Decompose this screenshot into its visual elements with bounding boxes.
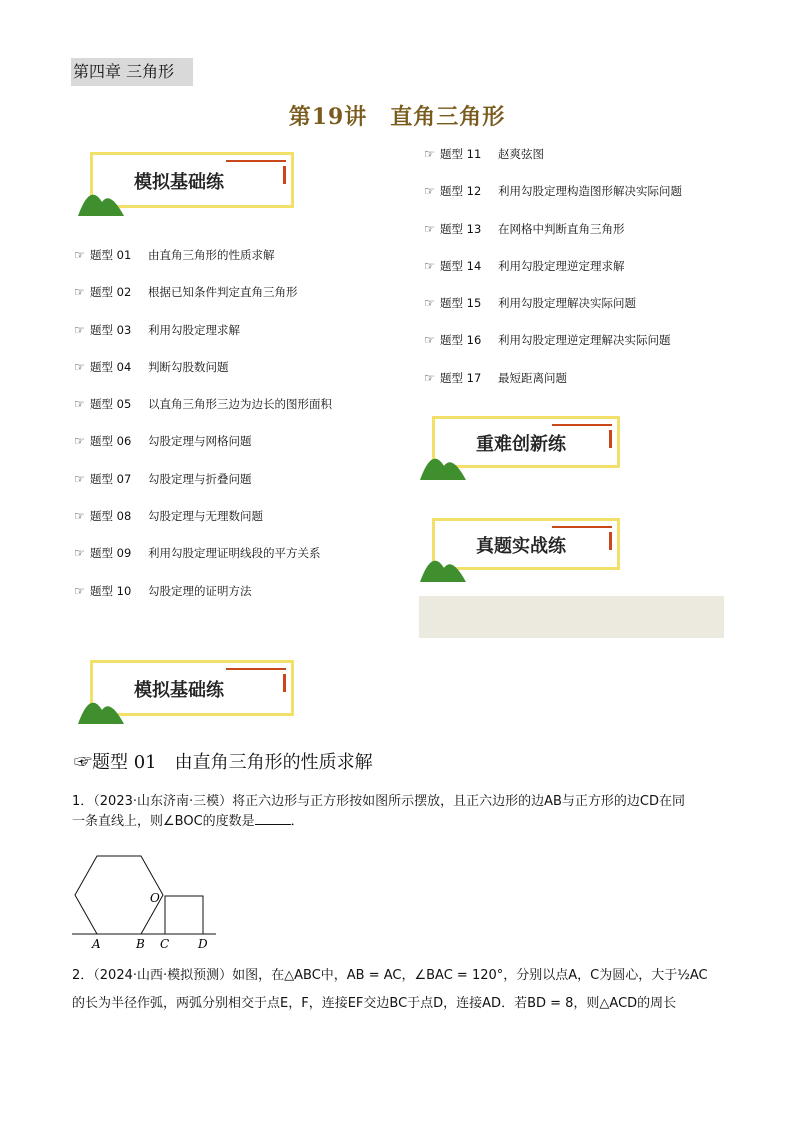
- toc-item-label: 最短距离问题: [498, 370, 567, 385]
- toc-item-number: 题型 09: [90, 546, 132, 561]
- pointing-hand-icon: ☞: [74, 752, 92, 773]
- toc-item-label: 利用勾股定理逆定理解决实际问题: [498, 333, 671, 348]
- label-D: D: [198, 937, 208, 951]
- question-2: 2．（2024·山西·模拟预测）如图，在△ABC中，AB = AC，∠BAC = 120°，分别以点A，C为圆心，大于½AC 的长为半径作弧，两弧分别相交于点E，F，连接EF交边BC于点D，连接AD．若BD = 8，则△ACD的周长: [72, 968, 708, 1011]
- toc-item[interactable]: [74, 582, 332, 600]
- toc-item-number: 题型 03: [90, 322, 132, 337]
- section-title: 模拟基础练: [134, 172, 224, 193]
- toc-item[interactable]: [74, 507, 332, 525]
- section-banner-basic-2: [88, 660, 296, 720]
- toc-item[interactable]: [424, 145, 682, 163]
- toc-item-number: 题型 12: [440, 184, 482, 199]
- toc-item-label: 勾股定理的证明方法: [148, 583, 252, 598]
- toc-item[interactable]: [74, 544, 332, 562]
- pointing-hand-icon: ☞: [74, 248, 85, 262]
- pointing-hand-icon: ☞: [424, 333, 435, 348]
- toc-item[interactable]: [74, 246, 332, 264]
- toc-item-number: 题型 07: [90, 471, 132, 486]
- toc-item-label: 根据已知条件判定直角三角形: [148, 285, 298, 300]
- pointing-hand-icon: ☞: [74, 583, 85, 598]
- toc-item[interactable]: [74, 432, 332, 450]
- toc-item-label: 利用勾股定理证明线段的平方关系: [148, 546, 321, 561]
- pointing-hand-icon: ☞: [424, 370, 435, 385]
- placeholder-box: [419, 596, 724, 638]
- section-title: 重难创新练: [476, 434, 566, 455]
- toc-item-number: 题型 01: [90, 248, 132, 262]
- pointing-hand-icon: ☞: [424, 258, 435, 273]
- toc-item-number: 题型 17: [440, 370, 482, 385]
- question-1: 1．（2023·山东济南·三模）将正六边形与正方形按如图所示摆放，且正六边形的边AB与正方形的边CD在同 一条直线上，则∠BOC的度数是 ．: [72, 794, 686, 829]
- toc-item-label: 利用勾股定理解决实际问题: [498, 296, 636, 311]
- pointing-hand-icon: ☞: [424, 221, 435, 236]
- pointing-hand-icon: ☞: [74, 359, 85, 374]
- toc-item-label: 以直角三角形三边为边长的图形面积: [148, 397, 332, 412]
- toc-item-label: 勾股定理与无理数问题: [148, 509, 263, 524]
- toc-item-number: 题型 02: [90, 285, 132, 300]
- toc-item-number: 题型 05: [90, 397, 132, 412]
- pointing-hand-icon: ☞: [74, 322, 85, 337]
- hexagon-square-figure: [70, 852, 220, 952]
- hill-icon: [78, 182, 126, 218]
- toc-item-label: 由直角三角形的性质求解: [148, 248, 275, 262]
- toc-item-label: 利用勾股定理逆定理求解: [498, 258, 625, 273]
- pointing-hand-icon: ☞: [424, 296, 435, 311]
- toc-item[interactable]: [424, 182, 682, 200]
- toc-item-number: 题型 14: [440, 258, 482, 273]
- hill-icon: [78, 690, 126, 726]
- hill-icon: [420, 446, 468, 482]
- toc-item-number: 题型 04: [90, 359, 132, 374]
- pointing-hand-icon: ☞: [74, 397, 85, 412]
- section-banner-basic: [88, 152, 296, 212]
- toc-item[interactable]: [424, 220, 682, 238]
- label-A: A: [92, 937, 101, 951]
- toc-item[interactable]: [424, 331, 682, 349]
- toc-item[interactable]: [424, 369, 682, 387]
- toc-item[interactable]: [74, 283, 332, 301]
- pointing-hand-icon: ☞: [74, 546, 85, 561]
- toc-item-label: 判断勾股数问题: [148, 359, 229, 374]
- pointing-hand-icon: ☞: [74, 509, 85, 524]
- toc-item-label: 利用勾股定理构造图形解决实际问题: [498, 184, 682, 199]
- toc-item-number: 题型 11: [440, 147, 482, 161]
- toc-item-number: 题型 15: [440, 296, 482, 311]
- section-banner-hard: [430, 416, 638, 476]
- section-title: 模拟基础练: [134, 680, 224, 701]
- toc-item[interactable]: [74, 470, 332, 488]
- toc-item-number: 题型 06: [90, 434, 132, 449]
- label-O: O: [150, 891, 160, 905]
- pointing-hand-icon: ☞: [74, 471, 85, 486]
- toc-item-number: 题型 10: [90, 583, 132, 598]
- pointing-hand-icon: ☞: [424, 184, 435, 199]
- label-C: C: [160, 937, 170, 951]
- toc-item-label: 勾股定理与折叠问题: [148, 471, 252, 486]
- toc-item-label: 勾股定理与网格问题: [148, 434, 252, 449]
- chapter-label: 第四章 三角形: [71, 58, 193, 86]
- toc-item[interactable]: [74, 358, 332, 376]
- section-title: 真题实战练: [476, 536, 566, 557]
- toc-left: [74, 246, 332, 619]
- toc-item[interactable]: [74, 321, 332, 339]
- toc-item-number: 题型 08: [90, 509, 132, 524]
- question-type-heading: ☞题型 01 由直角三角形的性质求解: [74, 752, 373, 773]
- toc-item-number: 题型 16: [440, 333, 482, 348]
- page-title: 第19讲 直角三角形: [288, 104, 506, 130]
- toc-item-label: 利用勾股定理求解: [148, 322, 240, 337]
- toc-right: [424, 145, 682, 406]
- pointing-hand-icon: ☞: [74, 434, 85, 449]
- toc-item-label: 在网格中判断直角三角形: [498, 221, 625, 236]
- hill-icon: [420, 548, 468, 584]
- pointing-hand-icon: ☞: [74, 285, 85, 300]
- toc-item-number: 题型 13: [440, 221, 482, 236]
- toc-item[interactable]: [424, 257, 682, 275]
- toc-item[interactable]: [424, 294, 682, 312]
- answer-blank: [255, 812, 291, 825]
- pointing-hand-icon: ☞: [424, 147, 435, 161]
- toc-item[interactable]: [74, 395, 332, 413]
- section-banner-real: [430, 518, 638, 578]
- label-B: B: [136, 937, 145, 951]
- toc-item-label: 赵爽弦图: [498, 147, 544, 161]
